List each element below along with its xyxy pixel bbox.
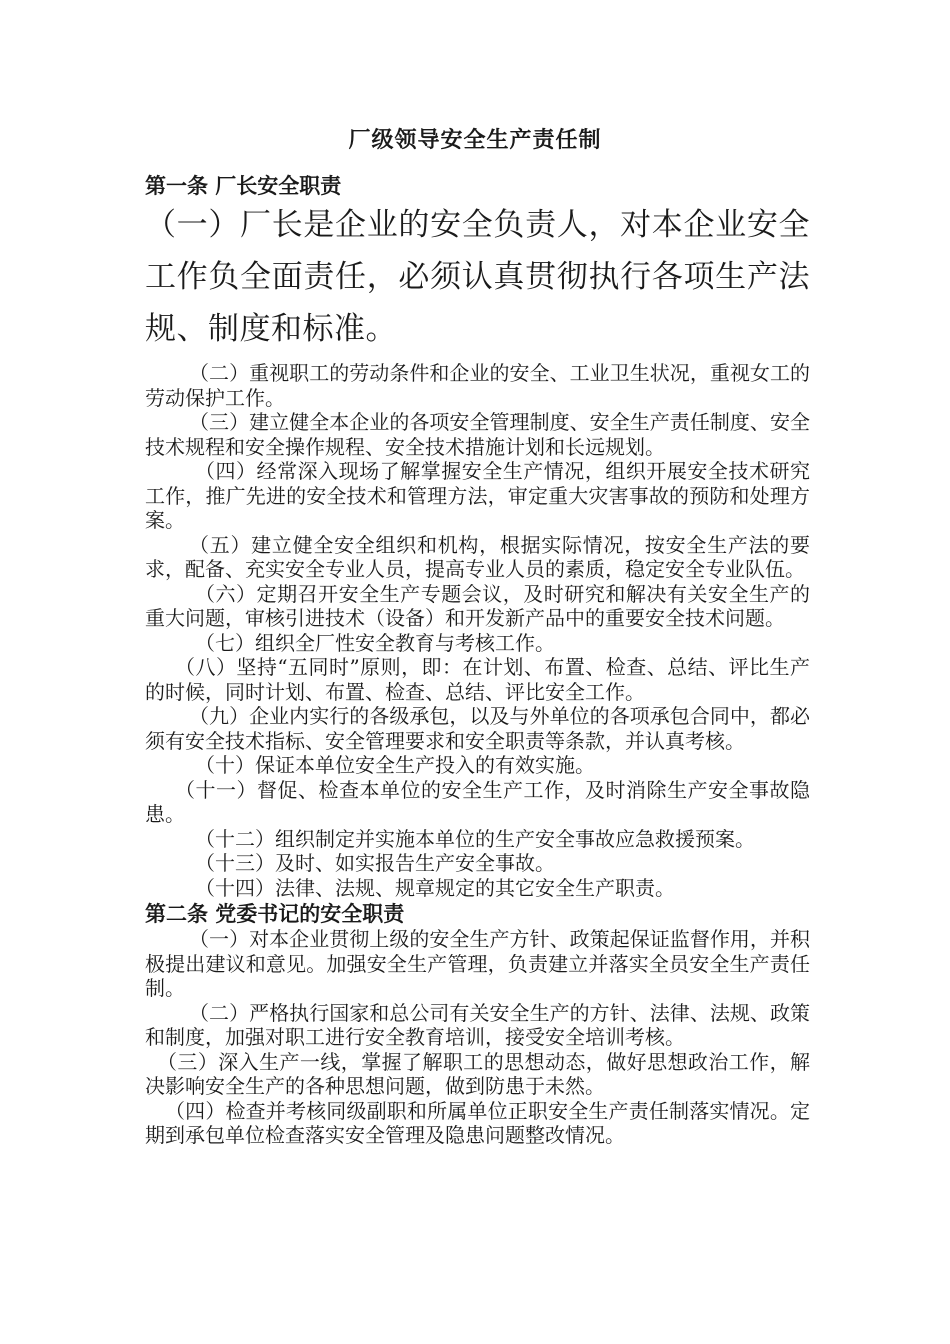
article1-item-8: （八）坚持“五同时”原则，即：在计划、布置、检查、总结、评比生产的时候，同时计划、布置、检查、总结、评比安全工作。 bbox=[145, 655, 810, 704]
article1-item-11: （十一）督促、检查本单位的安全生产工作，及时消除生产安全事故隐患。 bbox=[145, 777, 810, 826]
article1-item-3: （三）建立健全本企业的各项安全管理制度、安全生产责任制度、安全技术规程和安全操作规程、安全技术措施计划和长远规划。 bbox=[145, 410, 810, 459]
article2-item-2: （二）严格执行国家和总公司有关安全生产的方针、法律、法规、政策和制度，加强对职工进行安全教育培训，接受安全培训考核。 bbox=[145, 1000, 810, 1049]
article1-item-6: （六）定期召开安全生产专题会议，及时研究和解决有关安全生产的重大问题，审核引进技术（设备）和开发新产品中的重要安全技术问题。 bbox=[145, 581, 810, 630]
article1-item-10: （十）保证本单位安全生产投入的有效实施。 bbox=[195, 753, 595, 777]
article2-heading: 第二条 党委书记的安全职责 bbox=[145, 901, 405, 926]
article1-heading: 第一条 厂长安全职责 bbox=[145, 173, 342, 198]
article1-item-1: （一）厂长是企业的安全负责人，对本企业安全工作负全面责任，必须认真贯彻执行各项生产法规、制度和标准。 bbox=[145, 207, 810, 347]
article2-item-1: （一）对本企业贯彻上级的安全生产方针、政策起保证监督作用，并积极提出建议和意见。加强安全生产管理，负责建立并落实全员安全生产责任制。 bbox=[145, 927, 810, 1000]
article1-item-13: （十三）及时、如实报告生产安全事故。 bbox=[195, 851, 555, 875]
article1-item-2: （二）重视职工的劳动条件和企业的安全、工业卫生状况，重视女工的劳动保护工作。 bbox=[145, 361, 810, 410]
article1-item-7: （七）组织全厂性安全教育与考核工作。 bbox=[195, 630, 555, 655]
article1-item-9: （九）企业内实行的各级承包，以及与外单位的各项承包合同中，都必须有安全技术指标、安全管理要求和安全职责等条款，并认真考核。 bbox=[145, 704, 810, 753]
article1-item-4: （四）经常深入现场了解掌握安全生产情况，组织开展安全技术研究工作，推广先进的安全技术和管理方法，审定重大灾害事故的预防和处理方案。 bbox=[145, 459, 810, 532]
article2-item-4: （四）检查并考核同级副职和所属单位正职安全生产责任制落实情况。定期到承包单位检查落实安全管理及隐患问题整改情况。 bbox=[145, 1098, 810, 1147]
article1-item-14: （十四）法律、法规、规章规定的其它安全生产职责。 bbox=[195, 875, 675, 900]
document-body bbox=[145, 172, 810, 1148]
document-title: 厂级领导安全生产责任制 bbox=[348, 127, 602, 153]
article1-item-12: （十二）组织制定并实施本单位的生产安全事故应急救援预案。 bbox=[195, 826, 755, 851]
article1-item-5: （五）建立健全安全组织和机构，根据实际情况，按安全生产法的要求，配备、充实安全专业人员，提高专业人员的素质，稳定安全专业队伍。 bbox=[145, 532, 810, 581]
article2-item-3: （三）深入生产一线，掌握了解职工的思想动态，做好思想政治工作，解决影响安全生产的各种思想问题，做到防患于未然。 bbox=[145, 1049, 810, 1098]
